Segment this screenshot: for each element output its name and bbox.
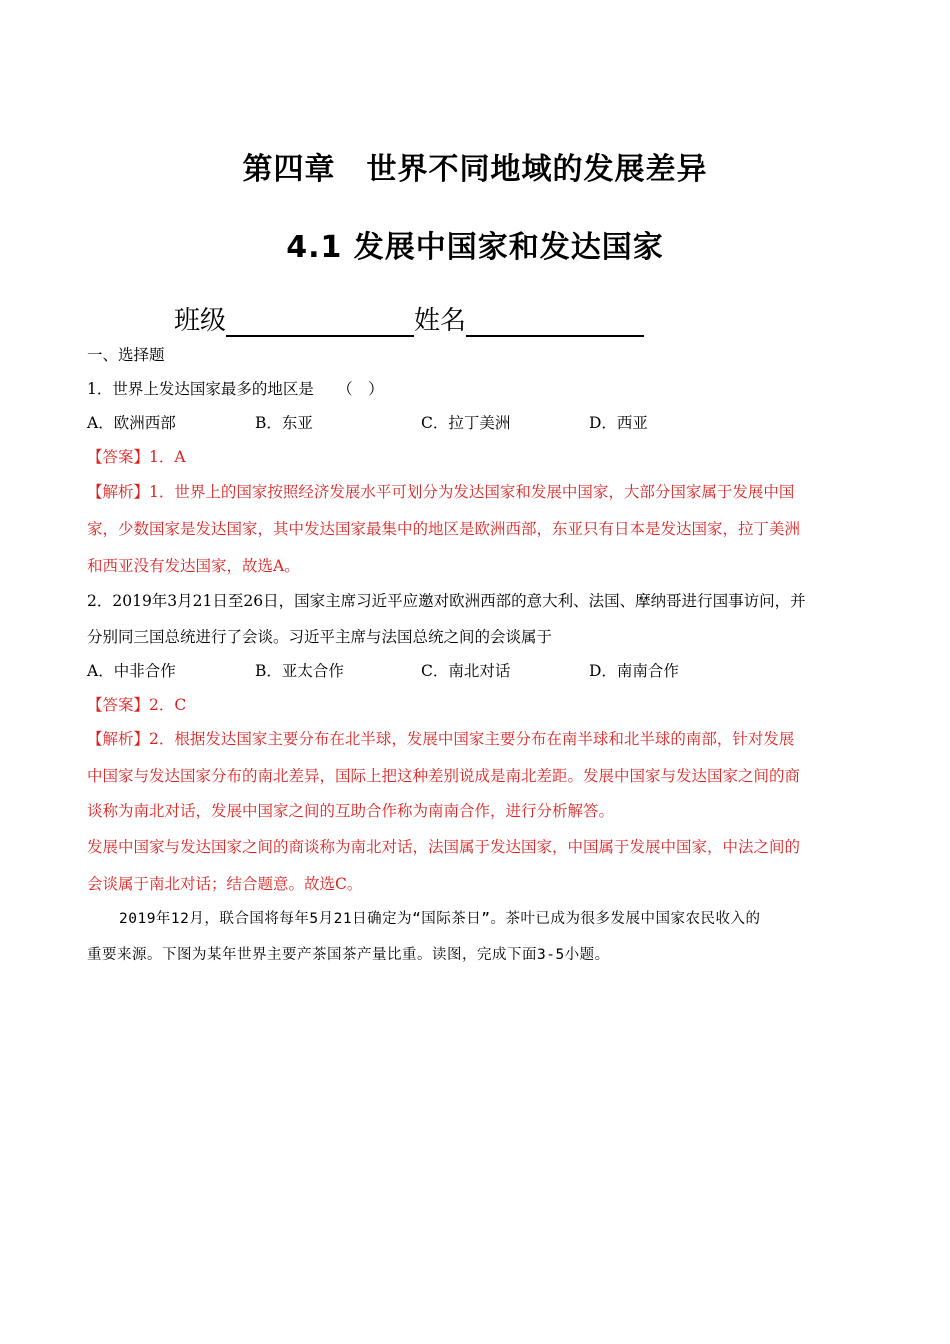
q2-option-c: C．南北对话 (421, 662, 511, 680)
q1-analysis-line: 【解析】1．世界上的国家按照经济发展水平可划分为发达国家和发展中国家，大部分国家属于发展中国 (87, 483, 795, 501)
chapter-title: 第四章 世界不同地域的发展差异 (242, 152, 708, 187)
class-label: 班级 (174, 306, 227, 336)
q1-analysis-line: 和西亚没有发达国家，故选A。 (87, 557, 300, 575)
name-blank-field[interactable] (466, 307, 644, 337)
question-1-stem: 1．世界上发达国家最多的地区是 （ ） (87, 380, 384, 398)
q2-analysis-line: 会谈属于南北对话；结合题意。故选C。 (87, 875, 363, 893)
q1-option-c: C．拉丁美洲 (421, 414, 511, 432)
q1-option-d: D．西亚 (589, 414, 648, 432)
question-2-stem-line: 分别同三国总统进行了会谈。习近平主席与法国总统之间的会谈属于 (87, 628, 553, 646)
q2-analysis-line: 中国家与发达国家分布的南北差异，国际上把这种差别说成是南北差距。发展中国家与发达国家之间的商 (87, 767, 801, 785)
q2-option-a: A．中非合作 (87, 662, 176, 680)
section-title: 4.1 发展中国家和发达国家 (286, 230, 664, 265)
q2-option-d: D．南南合作 (589, 662, 679, 680)
q1-option-a: A．欧洲西部 (87, 414, 176, 432)
q1-answer: 【答案】1．A (87, 448, 186, 466)
material-intro-line: 2019年12月，联合国将每年5月21日确定为“国际茶日”。茶叶已成为很多发展中国家农民收入的 (119, 911, 761, 927)
q2-analysis-line: 发展中国家与发达国家之间的商谈称为南北对话，法国属于发达国家，中国属于发展中国家，中法之间的 (87, 838, 801, 856)
material-intro-line: 重要来源。下图为某年世界主要产茶国茶产量比重。读图，完成下面3-5小题。 (87, 947, 610, 963)
q2-answer: 【答案】2．C (87, 696, 187, 714)
class-name-row (174, 300, 644, 337)
question-2-stem-line: 2．2019年3月21日至26日，国家主席习近平应邀对欧洲西部的意大利、法国、摩纳哥进行国事访问，并 (87, 592, 806, 610)
q2-analysis-line: 谈称为南北对话，发展中国家之间的互助合作称为南南合作，进行分析解答。 (87, 802, 615, 820)
q2-analysis-line: 【解析】2．根据发达国家主要分布在北半球，发展中国家主要分布在南半球和北半球的南部，针对发展 (87, 730, 795, 748)
name-label: 姓名 (414, 306, 467, 336)
class-blank-field[interactable] (226, 307, 414, 337)
q2-option-b: B．亚太合作 (255, 662, 344, 680)
q1-analysis-line: 家，少数国家是发达国家，其中发达国家最集中的地区是欧洲西部，东亚只有日本是发达国家，拉丁美洲 (87, 520, 801, 538)
q1-option-b: B．东亚 (255, 414, 313, 432)
section-heading: 一、选择题 (87, 346, 165, 364)
